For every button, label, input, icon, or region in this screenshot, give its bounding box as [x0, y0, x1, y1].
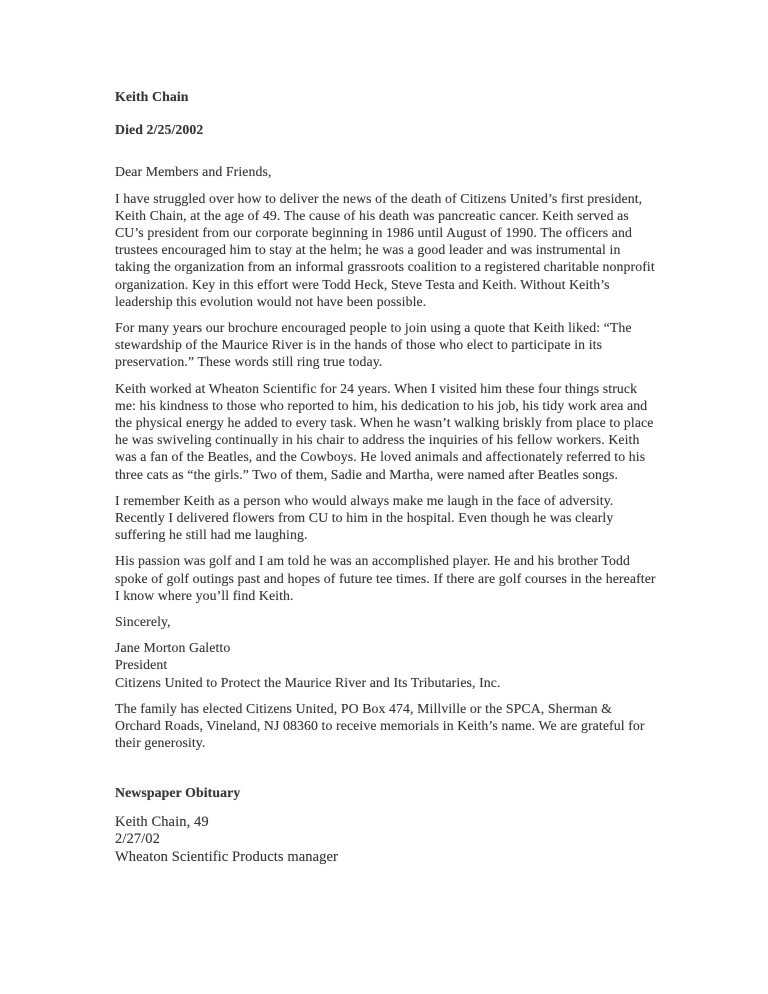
obituary-occupation: Wheaton Scientific Products manager: [115, 848, 338, 865]
closing: Sincerely,: [115, 614, 171, 630]
salutation: Dear Members and Friends,: [115, 164, 272, 180]
letter-paragraph-3: Keith worked at Wheaton Scientific for 24 years. When I visited him these four things struck me: his kindness to those who reported to him, his dedication to his job, his tidy work area and the physical energy he added to every task. When he wasn’t walking briskly from place to place he was swiveling continually in his chair to address the inquiries of his fellow workers. Keith was a fan of the Beatles, and the Cowboys. He loved animals and affectionately referred to his three cats as “the girls.” Two of them, Sadie and Martha, were named after Beatles songs.: [115, 380, 654, 482]
signature-block: [115, 639, 656, 691]
letter-paragraph-4: I remember Keith as a person who would always make me laugh in the face of adversity. Recently I delivered flowers from CU to him in the hospital. Even though he was clearly suffering he still had me laughing.: [115, 492, 614, 543]
obituary-name-age: Keith Chain, 49: [115, 813, 209, 830]
obituary-heading: Newspaper Obituary: [115, 784, 241, 800]
memorial-paragraph: The family has elected Citizens United, PO Box 474, Millville or the SPCA, Sherman & Orchard Roads, Vineland, NJ 08360 to receive memorials in Keith’s name. We are grateful for their generosity.: [115, 700, 645, 751]
letter-paragraph-1: I have struggled over how to deliver the news of the death of Citizens United’s first president, Keith Chain, at the age of 49. The cause of his death was pancreatic cancer. Keith served as CU’s president from our corporate beginning in 1986 until August of 1990. The officers and trustees encouraged him to stay at the helm; he was a good leader and was instrumental in taking the organization from an informal grassroots coalition to a registered charitable nonprofit organization. Key in this effort were Todd Heck, Steve Testa and Keith. Without Keith’s leadership this evolution would not have been possible.: [115, 190, 655, 309]
death-date-heading: Died 2/25/2002: [115, 122, 204, 138]
signature-title: President: [115, 657, 168, 673]
obituary-block: [115, 814, 656, 866]
signature-name: Jane Morton Galetto: [115, 640, 231, 656]
obituary-date: 2/27/02: [115, 831, 161, 848]
letter-paragraph-5: His passion was golf and I am told he was an accomplished player. He and his brother Todd spoke of golf outings past and hopes of future tee times. If there are golf courses in the hereafter I know where you’ll find Keith.: [115, 553, 656, 603]
deceased-name-heading: Keith Chain: [115, 89, 189, 104]
letter-paragraph-2: For many years our brochure encouraged people to join using a quote that Keith liked: “The stewardship of the Maurice River is in the hands of those who elect to participate in its preservation.” These words still ring true today.: [115, 320, 632, 370]
signature-organization: Citizens United to Protect the Maurice River and Its Tributaries, Inc.: [115, 674, 501, 690]
